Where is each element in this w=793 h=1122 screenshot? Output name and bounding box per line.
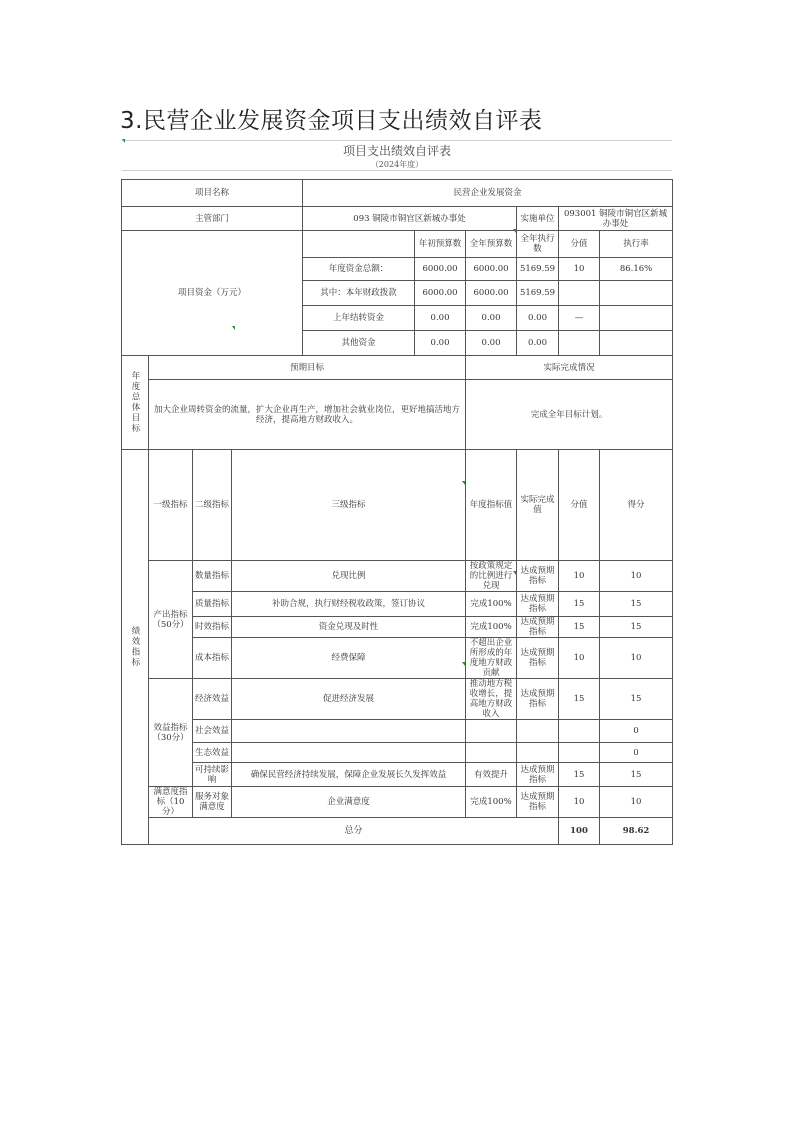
perf-row <box>122 679 673 720</box>
total-weight: 100 <box>559 818 600 845</box>
perf-score: 15 <box>600 592 673 617</box>
funds-header: 年初预算数 <box>415 231 466 258</box>
funds-cell <box>559 331 600 356</box>
perf-score: 10 <box>600 561 673 592</box>
perf-score: 10 <box>600 638 673 679</box>
evaluation-table <box>121 179 673 845</box>
cell-marker-icon <box>232 326 235 330</box>
perf-weight: 10 <box>559 561 600 592</box>
funds-cell: 5169.59 <box>517 281 559 306</box>
perf-weight: 15 <box>559 617 600 638</box>
perf-actual: 达成预期指标 <box>517 561 559 592</box>
perf-row <box>122 617 673 638</box>
perf-weight: 15 <box>559 679 600 720</box>
sheet-title-rule <box>122 170 672 171</box>
funds-row-label: 其他资金 <box>303 331 415 356</box>
sheet-year: （2024年度） <box>370 160 424 169</box>
funds-cell: 0.00 <box>415 306 466 331</box>
perf-actual <box>517 720 559 743</box>
funds-cell: 0.00 <box>517 331 559 356</box>
goal-actual-label: 实际完成情况 <box>466 356 673 380</box>
goal-expected: 加大企业周转资金的流量，扩大企业再生产，增加社会就业岗位，更好地搞活地方经济，提高地方财政收入。 <box>149 380 466 450</box>
perf-score: 15 <box>600 763 673 787</box>
perf-target: 完成100% <box>466 617 517 638</box>
total-label: 总分 <box>149 818 559 845</box>
perf-l2: 质量指标 <box>193 592 232 617</box>
perf-benefit-label: 效益指标（30分） <box>149 679 193 787</box>
unit-value: 093001 铜陵市铜官区新城办事处 <box>559 207 673 231</box>
perf-header: 实际完成值 <box>517 450 559 561</box>
perf-weight: 15 <box>559 592 600 617</box>
perf-l3: 确保民营经济持续发展，保障企业发展长久发挥效益 <box>232 763 466 787</box>
goal-actual: 完成全年目标计划。 <box>466 380 673 450</box>
funds-row-label: 上年结转资金 <box>303 306 415 331</box>
perf-l3: 经费保障 <box>232 638 466 679</box>
funds-row-label: 年度资金总额： <box>303 258 415 281</box>
perf-label: 绩效指标 <box>122 450 149 845</box>
funds-row-label: 其中：本年财政拨款 <box>303 281 415 306</box>
funds-cell <box>600 281 673 306</box>
perf-actual <box>517 743 559 763</box>
perf-l2: 经济效益 <box>193 679 232 720</box>
perf-row <box>122 638 673 679</box>
perf-header: 二级指标 <box>193 450 232 561</box>
perf-row <box>122 561 673 592</box>
funds-cell: 6000.00 <box>466 281 517 306</box>
perf-weight: 10 <box>559 787 600 818</box>
funds-cell: 0.00 <box>415 331 466 356</box>
perf-target: 不超出企业所形成的年度地方财政贡献 <box>466 638 517 679</box>
perf-score: 15 <box>600 679 673 720</box>
perf-actual: 达成预期指标 <box>517 638 559 679</box>
perf-target: 按政策规定的比例进行兑现 <box>466 561 517 592</box>
cell-marker-icon <box>462 481 465 485</box>
funds-cell: 86.16% <box>600 258 673 281</box>
perf-weight: 10 <box>559 638 600 679</box>
funds-cell: 6000.00 <box>466 258 517 281</box>
project-name: 民营企业发展资金 <box>303 180 673 207</box>
perf-row <box>122 763 673 787</box>
cell-marker-icon <box>513 571 516 575</box>
funds-header: 执行率 <box>600 231 673 258</box>
perf-actual: 达成预期指标 <box>517 617 559 638</box>
perf-weight: 15 <box>559 763 600 787</box>
perf-header: 分值 <box>559 450 600 561</box>
funds-cell: 5169.59 <box>517 258 559 281</box>
perf-l2: 时效指标 <box>193 617 232 638</box>
perf-header: 年度指标值 <box>466 450 517 561</box>
perf-l2: 生态效益 <box>193 743 232 763</box>
funds-header: 分值 <box>559 231 600 258</box>
funds-cell: 10 <box>559 258 600 281</box>
perf-l2: 社会效益 <box>193 720 232 743</box>
perf-actual: 达成预期指标 <box>517 592 559 617</box>
perf-header-row <box>122 450 673 561</box>
funds-cell: 6000.00 <box>415 258 466 281</box>
perf-l3: 企业满意度 <box>232 787 466 818</box>
perf-l3: 补助合规，执行财经税收政策，签订协议 <box>232 592 466 617</box>
perf-row <box>122 592 673 617</box>
sheet-title: 项目支出绩效自评表 <box>342 144 451 158</box>
cell-marker-icon <box>122 139 125 143</box>
perf-l2: 服务对象满意度 <box>193 787 232 818</box>
funds-cell: 0.00 <box>466 306 517 331</box>
funds-cell <box>600 331 673 356</box>
perf-l3 <box>232 720 466 743</box>
funds-cell: 6000.00 <box>415 281 466 306</box>
goal-expected-label: 预期目标 <box>149 356 466 380</box>
perf-target: 完成100% <box>466 787 517 818</box>
perf-header: 一级指标 <box>149 450 193 561</box>
page-heading: 3.民营企业发展资金项目支出绩效自评表 <box>120 108 543 134</box>
perf-target <box>466 720 517 743</box>
funds-cell <box>559 281 600 306</box>
funds-header: 全年预算数 <box>466 231 517 258</box>
funds-cell: 0.00 <box>466 331 517 356</box>
perf-target: 有效提升 <box>466 763 517 787</box>
perf-satisfaction-label: 满意度指标（10分） <box>149 787 193 818</box>
cell-marker-icon <box>462 662 465 666</box>
perf-actual: 达成预期指标 <box>517 763 559 787</box>
perf-row <box>122 720 673 743</box>
project-name-row <box>122 180 673 207</box>
perf-actual: 达成预期指标 <box>517 679 559 720</box>
perf-l2: 可持续影响 <box>193 763 232 787</box>
perf-target: 完成100% <box>466 592 517 617</box>
funds-cell: — <box>559 306 600 331</box>
funds-header-blank <box>303 231 415 258</box>
department-row <box>122 207 673 231</box>
funds-cell <box>600 306 673 331</box>
perf-l2: 成本指标 <box>193 638 232 679</box>
perf-header: 三级指标 <box>232 450 466 561</box>
perf-weight <box>559 720 600 743</box>
goal-content-row <box>122 380 673 450</box>
funds-header-row <box>122 231 673 258</box>
perf-l3: 促进经济发展 <box>232 679 466 720</box>
perf-output-label: 产出指标（50分） <box>149 561 193 679</box>
perf-score: 10 <box>600 787 673 818</box>
funds-header: 全年执行数 <box>517 231 559 258</box>
perf-row <box>122 787 673 818</box>
perf-score: 0 <box>600 720 673 743</box>
perf-l3: 资金兑现及时性 <box>232 617 466 638</box>
perf-target <box>466 743 517 763</box>
goal-label: 年度总体目标 <box>122 356 149 450</box>
perf-row <box>122 743 673 763</box>
perf-header: 得分 <box>600 450 673 561</box>
total-score: 98.62 <box>600 818 673 845</box>
department-label: 主管部门 <box>122 207 303 231</box>
perf-score: 15 <box>600 617 673 638</box>
perf-l3: 兑现比例 <box>232 561 466 592</box>
perf-l2: 数量指标 <box>193 561 232 592</box>
cell-marker-icon <box>513 229 516 233</box>
total-row <box>122 818 673 845</box>
sheet-top-rule <box>122 140 672 141</box>
perf-l3 <box>232 743 466 763</box>
perf-score: 0 <box>600 743 673 763</box>
goal-header-row <box>122 356 673 380</box>
perf-actual: 达成预期指标 <box>517 787 559 818</box>
department-value: 093 铜陵市铜官区新城办事处 <box>303 207 517 231</box>
funds-label: 项目资金（万元） <box>122 231 303 356</box>
unit-label: 实施单位 <box>517 207 559 231</box>
perf-target: 推动地方税收增长，提高地方财政收入 <box>466 679 517 720</box>
funds-cell: 0.00 <box>517 306 559 331</box>
project-name-label: 项目名称 <box>122 180 303 207</box>
perf-weight <box>559 743 600 763</box>
